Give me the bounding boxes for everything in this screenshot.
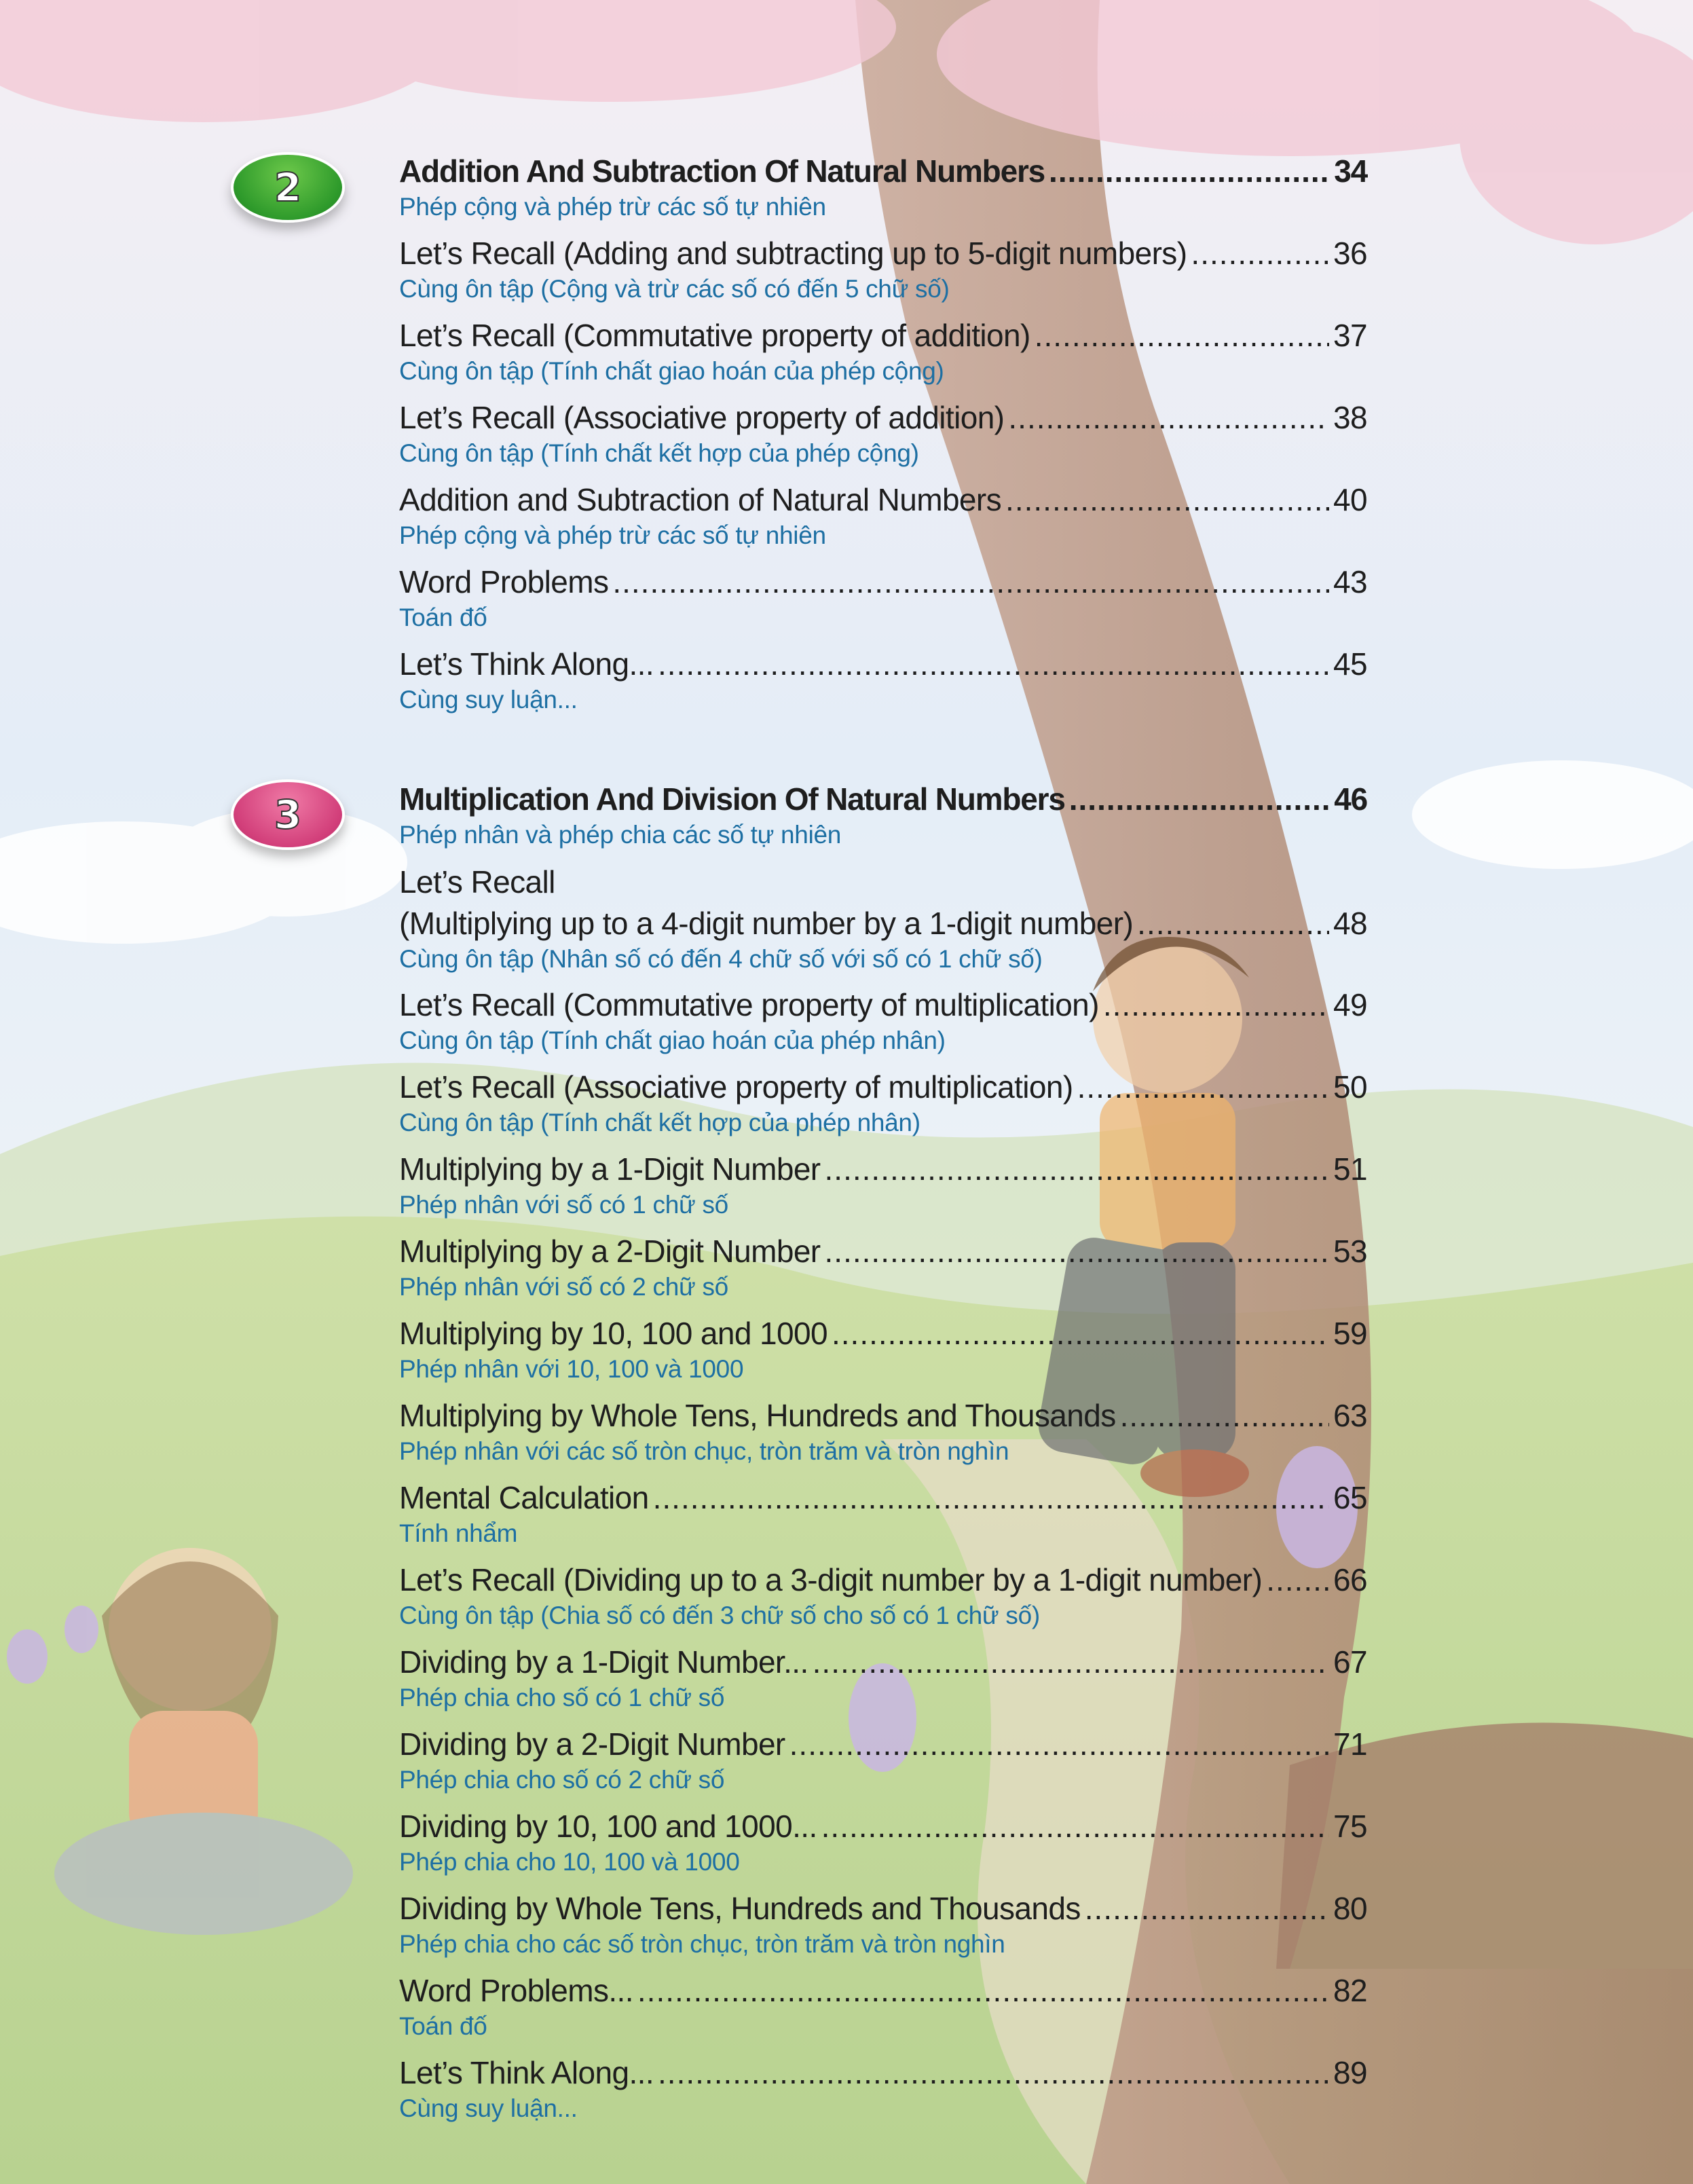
toc-entry[interactable]	[399, 1395, 1367, 1467]
entry-subtitle: Phép nhân với các số tròn chục, tròn trăm và tròn nghìn	[399, 1437, 1009, 1465]
entry-title: (Multiplying up to a 4-digit number by a 1-digit number)	[399, 906, 1134, 941]
chapter-2-badge	[231, 152, 345, 223]
entry-title: Word Problems...	[399, 1973, 633, 2008]
dot-leader	[1049, 151, 1330, 191]
entry-subtitle: Toán đố	[399, 2012, 487, 2040]
dot-leader	[1085, 1888, 1329, 1929]
entry-subtitle: Cùng suy luận...	[399, 2094, 578, 2122]
chapter-number: 3	[274, 792, 302, 838]
entry-title: Dividing by a 2-Digit Number	[399, 1726, 785, 1762]
entry-subtitle: Phép chia cho số có 2 chữ số	[399, 1766, 725, 1794]
toc-entry[interactable]	[399, 1559, 1367, 1631]
toc-entry[interactable]	[399, 397, 1367, 469]
dot-leader	[612, 561, 1329, 602]
dot-leader	[653, 1477, 1329, 1518]
dot-leader	[1191, 233, 1329, 274]
entry-title: Let’s Recall (Dividing up to a 3-digit number by a 1-digit number)	[399, 1562, 1263, 1597]
entry-title: Dividing by a 1-Digit Number...	[399, 1644, 808, 1680]
dot-leader	[1005, 479, 1329, 520]
toc-entry[interactable]	[399, 479, 1367, 551]
toc-entry[interactable]	[399, 1724, 1367, 1796]
dot-leader	[1035, 315, 1329, 356]
toc-entry[interactable]	[399, 1477, 1367, 1549]
entry-title: Dividing by Whole Tens, Hundreds and Thousands	[399, 1891, 1081, 1926]
entry-subtitle: Phép nhân với 10, 100 và 1000	[399, 1355, 744, 1383]
entry-subtitle: Phép nhân và phép chia các số tự nhiên	[399, 821, 842, 849]
toc-entry[interactable]	[399, 1970, 1367, 2042]
entry-subtitle: Cùng suy luận...	[399, 686, 578, 714]
entry-subtitle: Phép chia cho 10, 100 và 1000	[399, 1848, 740, 1876]
entry-page: 71	[1333, 1726, 1367, 1762]
entry-subtitle: Cùng ôn tập (Tính chất giao hoán của phép cộng)	[399, 357, 944, 385]
entry-title: Multiplying by Whole Tens, Hundreds and Thousands	[399, 1398, 1116, 1433]
entry-title: Let’s Recall (Associative property of multiplication)	[399, 1069, 1073, 1105]
entry-page: 34	[1334, 153, 1367, 189]
dot-leader	[1077, 1067, 1329, 1107]
entry-page: 75	[1333, 1809, 1367, 1844]
entry-title: Multiplying by 10, 100 and 1000	[399, 1316, 827, 1351]
entry-title: Let’s Recall (Commutative property of multiplication)	[399, 987, 1099, 1022]
toc-entry[interactable]	[399, 1888, 1367, 1960]
dot-leader	[832, 1313, 1329, 1354]
entry-page: 65	[1333, 1480, 1367, 1515]
dot-leader	[789, 1724, 1329, 1764]
dot-leader	[658, 644, 1329, 684]
entry-title: Let’s Recall (Adding and subtracting up to 5-digit numbers)	[399, 236, 1187, 271]
toc-entry[interactable]	[399, 2052, 1367, 2124]
entry-page: 59	[1333, 1316, 1367, 1351]
entry-title: Dividing by 10, 100 and 1000...	[399, 1809, 817, 1844]
dot-leader	[1069, 779, 1330, 819]
entry-subtitle: Cùng ôn tập (Tính chất kết hợp của phép nhân)	[399, 1109, 920, 1136]
entry-page: 45	[1333, 646, 1367, 682]
entry-subtitle: Cùng ôn tập (Chia số có đến 3 chữ số cho số có 1 chữ số)	[399, 1602, 1040, 1629]
toc-entry[interactable]	[399, 644, 1367, 716]
dot-leader	[1120, 1395, 1329, 1436]
chapter-number: 2	[274, 164, 302, 210]
entry-page: 89	[1333, 2055, 1367, 2090]
entry-subtitle: Cùng ôn tập (Tính chất kết hợp của phép cộng)	[399, 439, 919, 467]
entry-page: 80	[1333, 1891, 1367, 1926]
dot-leader	[825, 1149, 1330, 1189]
entry-page: 66	[1333, 1562, 1367, 1597]
entry-title: Let’s Recall (Commutative property of addition)	[399, 318, 1030, 353]
entry-subtitle: Phép nhân với số có 1 chữ số	[399, 1191, 728, 1219]
dot-leader	[637, 1970, 1329, 2011]
entry-page: 43	[1333, 564, 1367, 599]
entry-title: Multiplication And Division Of Natural Numbers	[399, 781, 1065, 817]
entry-title: Let’s Think Along...	[399, 646, 654, 682]
entry-page: 46	[1334, 781, 1367, 817]
entry-title: Mental Calculation	[399, 1480, 649, 1515]
entry-title: Addition and Subtraction of Natural Numbers	[399, 482, 1002, 517]
dot-leader	[1103, 984, 1329, 1025]
chapter-3-heading-entry[interactable]	[399, 779, 1367, 851]
toc-entry[interactable]	[399, 233, 1367, 305]
chapter-2-heading-entry[interactable]	[399, 151, 1367, 223]
entry-title-line-1: Let’s Recall	[399, 864, 555, 900]
entry-page: 48	[1333, 906, 1367, 941]
entry-title: Let’s Recall (Associative property of addition)	[399, 400, 1005, 435]
entry-subtitle: Phép nhân với số có 2 chữ số	[399, 1273, 728, 1301]
entry-subtitle: Cùng ôn tập (Nhân số có đến 4 chữ số với số có 1 chữ số)	[399, 945, 1043, 973]
entry-title: Let’s Think Along...	[399, 2055, 654, 2090]
entry-subtitle: Cùng ôn tập (Cộng và trừ các số có đến 5 chữ số)	[399, 275, 950, 303]
dot-leader	[1137, 903, 1329, 944]
entry-subtitle: Phép chia cho số có 1 chữ số	[399, 1684, 725, 1711]
dot-leader	[658, 2052, 1329, 2093]
toc-entry[interactable]	[399, 315, 1367, 387]
toc-entry[interactable]	[399, 861, 1367, 975]
dot-leader	[813, 1642, 1329, 1682]
dot-leader	[825, 1231, 1330, 1272]
entry-title: Multiplying by a 2-Digit Number	[399, 1234, 821, 1269]
entry-subtitle: Toán đố	[399, 604, 487, 631]
toc-entry[interactable]	[399, 1149, 1367, 1221]
entry-title: Word Problems	[399, 564, 609, 599]
entry-subtitle: Phép chia cho các số tròn chục, tròn trăm và tròn nghìn	[399, 1930, 1005, 1958]
toc-entry[interactable]	[399, 561, 1367, 633]
entry-page: 38	[1333, 400, 1367, 435]
toc-entry[interactable]	[399, 1642, 1367, 1714]
entry-page: 51	[1333, 1151, 1367, 1187]
entry-page: 37	[1333, 318, 1367, 353]
dot-leader	[821, 1806, 1329, 1847]
dot-leader	[1008, 397, 1329, 438]
entry-page: 49	[1333, 987, 1367, 1022]
entry-page: 36	[1333, 236, 1367, 271]
entry-subtitle: Tính nhẩm	[399, 1519, 518, 1547]
entry-page: 82	[1333, 1973, 1367, 2008]
toc-entry[interactable]	[399, 1806, 1367, 1878]
entry-page: 67	[1333, 1644, 1367, 1680]
entry-subtitle: Phép cộng và phép trừ các số tự nhiên	[399, 521, 826, 549]
dot-leader	[1266, 1559, 1329, 1600]
entry-page: 50	[1333, 1069, 1367, 1105]
entry-page: 63	[1333, 1398, 1367, 1433]
chapter-3-badge	[231, 779, 345, 850]
entry-page: 40	[1333, 482, 1367, 517]
entry-subtitle: Cùng ôn tập (Tính chất giao hoán của phép nhân)	[399, 1026, 946, 1054]
toc-entry[interactable]	[399, 1067, 1367, 1139]
toc-entry[interactable]	[399, 984, 1367, 1056]
entry-title: Addition And Subtraction Of Natural Numbers	[399, 153, 1045, 189]
toc-entry[interactable]	[399, 1313, 1367, 1385]
entry-title: Multiplying by a 1-Digit Number	[399, 1151, 821, 1187]
toc-entry[interactable]	[399, 1231, 1367, 1303]
entry-page: 53	[1333, 1234, 1367, 1269]
entry-subtitle: Phép cộng và phép trừ các số tự nhiên	[399, 193, 826, 221]
